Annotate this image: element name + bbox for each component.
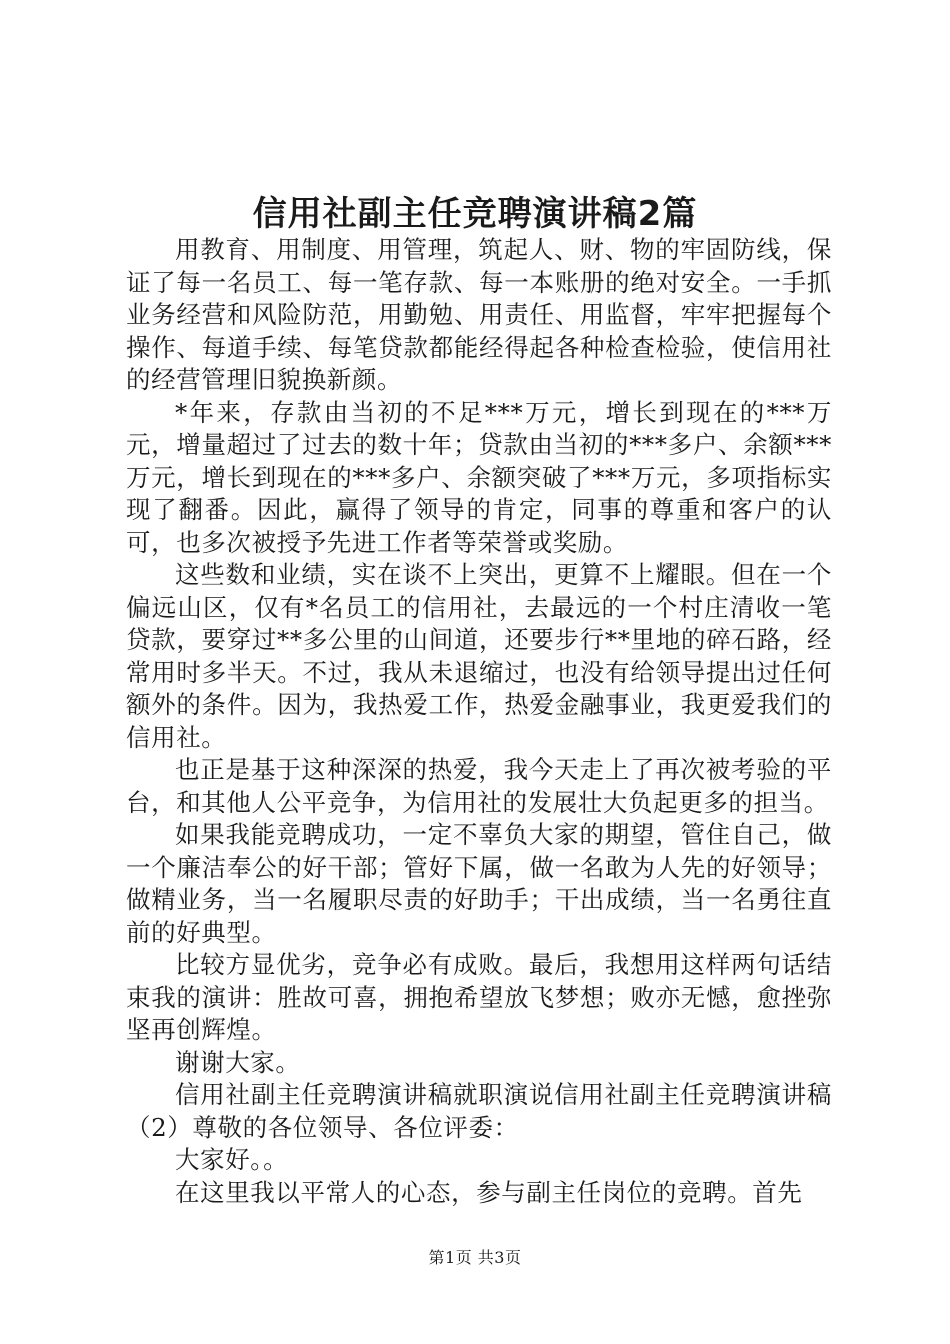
paragraph: 如果我能竞聘成功，一定不辜负大家的期望，管住自己，做一个廉洁奉公的好干部；管好下属，做一名敢为人先的好领导；做精业务，当一名履职尽责的好助手；干出成绩，当一名勇往直前的好典型。 [126,820,832,947]
paragraph: 也正是基于这种深深的热爱，我今天走上了再次被考验的平台，和其他人公平竞争，为信用社的发展壮大负起更多的担当。 [126,755,832,817]
document-title: 信用社副主任竞聘演讲稿2篇 [252,194,698,234]
paragraph: 用教育、用制度、用管理，筑起人、财、物的牢固防线，保证了每一名员工、每一笔存款、每一本账册的绝对安全。一手抓业务经营和风险防范，用勤勉、用责任、用监督，牢牢把握每个操作、每道手续、每笔贷款都能经得起各种检查检验，使信用社的经营管理旧貌换新颜。 [126,235,832,394]
page-number-footer: 第1页 共3页 [428,1248,522,1267]
paragraph: 谢谢大家。 [175,1047,301,1077]
paragraph: 比较方显优劣，竞争必有成败。最后，我想用这样两句话结束我的演讲：胜故可喜，拥抱希望放飞梦想；败亦无憾，愈挫弥坚再创辉煌。 [126,950,832,1044]
document-body [126,234,832,1209]
paragraph: *年来，存款由当初的不足***万元，增长到现在的***万元，增量超过了过去的数十年；贷款由当初的***多户、余额***万元，增长到现在的***多户、余额突破了***万元，多项指标实现了翻番。因此，赢得了领导的肯定，同事的尊重和客户的认可，也多次被授予先进工作者等荣誉或奖励。 [126,397,832,557]
paragraph: 信用社副主任竞聘演讲稿就职演说信用社副主任竞聘演讲稿（2）尊敬的各位领导、各位评委： [126,1080,832,1142]
paragraph: 大家好。。 [175,1145,289,1174]
paragraph: 这些数和业绩，实在谈不上突出，更算不上耀眼。但在一个偏远山区，仅有*名员工的信用社，去最远的一个村庄清收一笔贷款，要穿过**多公里的山间道，还要步行**里地的碎石路，经常用时多半天。不过，我从未退缩过，也没有给领导提出过任何额外的条件。因为，我热爱工作，热爱金融事业，我更爱我们的信用社。 [126,560,832,752]
paragraph: 在这里我以平常人的心态，参与副主任岗位的竞聘。首先 [175,1177,803,1207]
